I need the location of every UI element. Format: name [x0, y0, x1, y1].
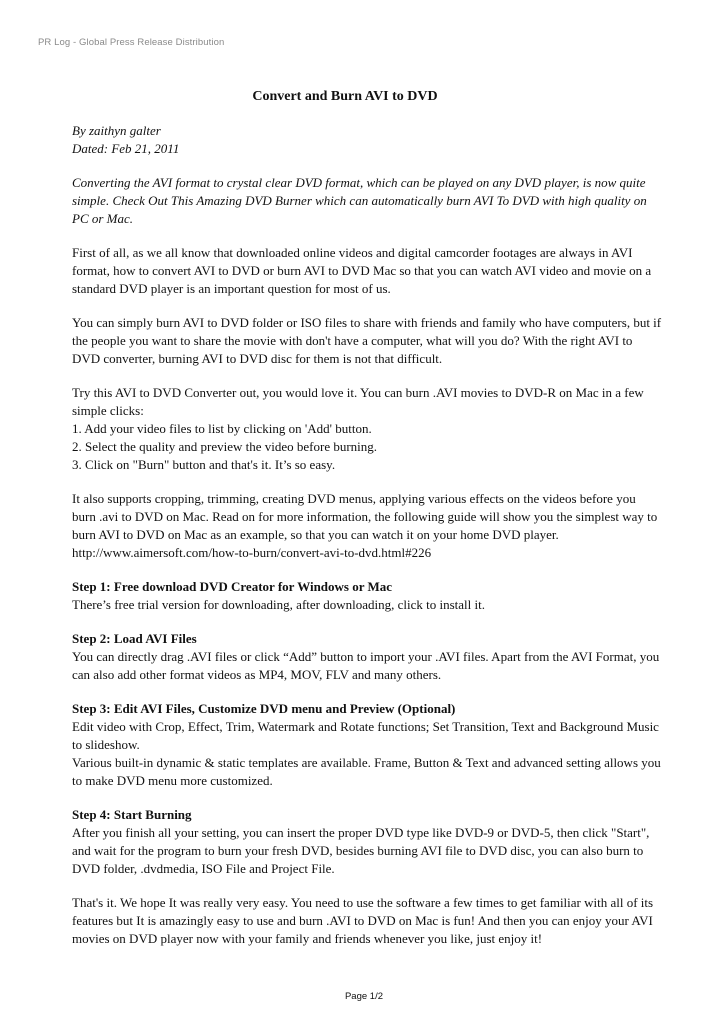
step-4-text: After you finish all your setting, you can insert the proper DVD type like DVD-9 or DVD-5, then click "Start", and wait for the program to burn your fresh DVD, besides burning AVI file to DVD disc, you can also burn to DVD folder, .dvdmedia, ISO File and Project File. [72, 825, 650, 876]
site-header: PR Log - Global Press Release Distribution [38, 37, 225, 48]
step-3-title: Step 3: Edit AVI Files, Customize DVD menu and Preview (Optional) [72, 701, 456, 716]
paragraph-intro: First of all, as we all know that downloaded online videos and digital camcorder footages are always in AVI format, how to convert AVI to DVD or burn AVI to DVD Mac so that you can watch AVI video and movie on a standard DVD player is an important question for most of us. [72, 245, 652, 296]
step-1-title: Step 1: Free download DVD Creator for Windows or Mac [72, 579, 393, 594]
list-item: 2. Select the quality and preview the video before burning. [72, 439, 378, 454]
article-title: Convert and Burn AVI to DVD [252, 89, 438, 104]
step-1-section [72, 578, 662, 614]
article-body [72, 122, 662, 948]
summary-paragraph: Converting the AVI format to crystal clear DVD format, which can be played on any DVD player, is now quite simple. Check Out This Amazing DVD Burner which can automatically burn AVI To DVD with high quality on PC or Mac. [72, 175, 647, 226]
step-2-title: Step 2: Load AVI Files [72, 631, 197, 646]
step-2-section [72, 630, 662, 684]
byline: By zaithyn galter [72, 123, 161, 138]
converter-intro: Try this AVI to DVD Converter out, you would love it. You can burn .AVI movies to DVD-R on Mac in a few simple clicks: [72, 385, 644, 418]
step-2-text: You can directly drag .AVI files or click “Add” button to import your .AVI files. Apart from the AVI Format, you can also add other format videos as MP4, MOV, FLV and many others. [72, 649, 660, 682]
paragraph-sharing: You can simply burn AVI to DVD folder or ISO files to share with friends and family who have computers, but if the people you want to share the movie with don't have a computer, what will you do? With the right AVI to DVD converter, burning AVI to DVD disc for them is not that difficult. [72, 315, 662, 366]
step-3-text: Edit video with Crop, Effect, Trim, Watermark and Rotate functions; Set Transition, Text and Background Music to slideshow. [72, 719, 659, 752]
list-item: 3. Click on "Burn" button and that's it. It’s so easy. [72, 457, 336, 472]
paragraph-features [72, 490, 662, 562]
step-4-section [72, 806, 662, 878]
list-item: 1. Add your video files to list by clicking on 'Add' button. [72, 421, 372, 436]
page-number: Page 1/2 [344, 991, 384, 1002]
step-3-section [72, 700, 662, 790]
article-link[interactable]: http://www.aimersoft.com/how-to-burn/convert-avi-to-dvd.html#226 [72, 545, 432, 560]
features-text: It also supports cropping, trimming, creating DVD menus, applying various effects on the videos before you burn .avi to DVD on Mac. Read on for more information, the following guide will show you the simplest way to burn AVI to DVD on Mac as an example, so that you can watch it on your home DVD player. [72, 491, 658, 542]
date-line: Dated: Feb 21, 2011 [72, 141, 180, 156]
closing-paragraph: That's it. We hope It was really very easy. You need to use the software a few times to get familiar with all of its features but It is amazingly easy to use and burn .AVI to DVD on Mac is fun! And then you can enjoy your AVI movies on DVD player now with your family and friends whenever you like, just enjoy it! [72, 895, 654, 946]
step-4-title: Step 4: Start Burning [72, 807, 192, 822]
step-1-text: There’s free trial version for downloading, after downloading, click to install it. [72, 597, 485, 612]
step-3-text-extra: Various built-in dynamic & static templates are available. Frame, Button & Text and advanced setting allows you to make DVD menu more customized. [72, 755, 661, 788]
paragraph-converter [72, 384, 662, 474]
